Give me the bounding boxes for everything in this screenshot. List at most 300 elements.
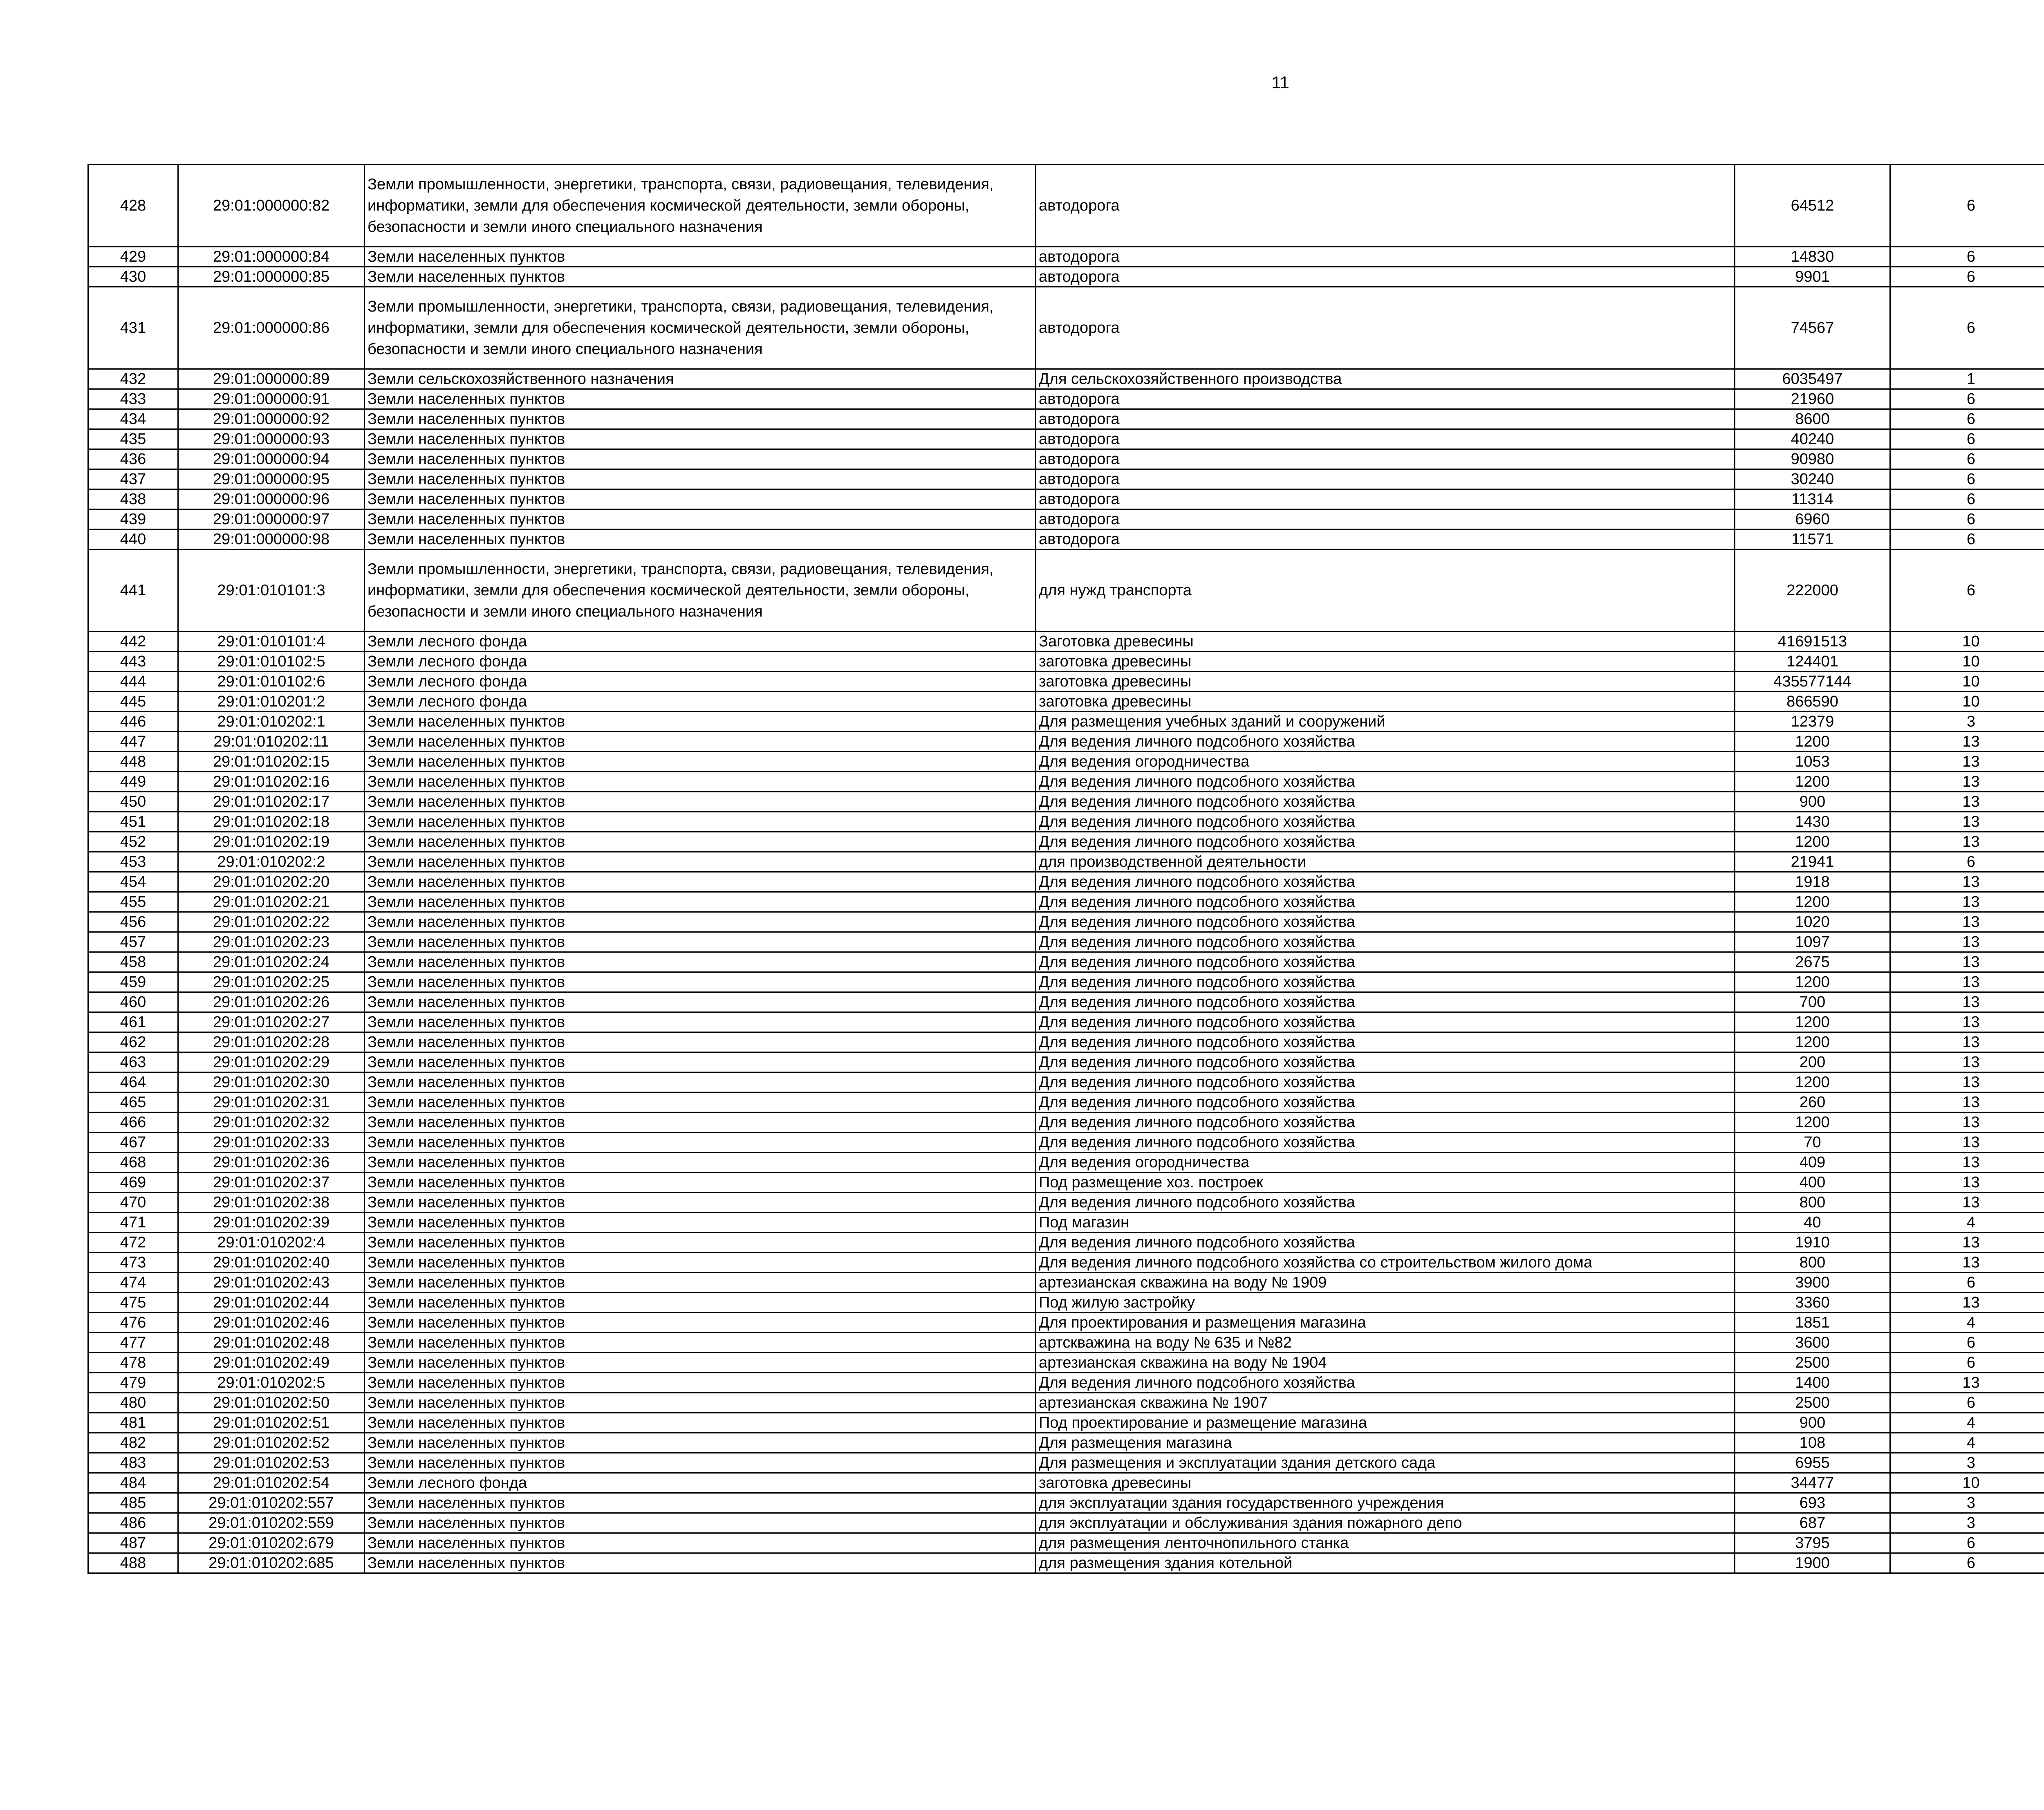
permitted-use-cell: Под размещение хоз. построек xyxy=(1036,1173,1735,1193)
group-cell: 6 xyxy=(1890,852,2044,872)
group-cell: 13 xyxy=(1890,952,2044,972)
table-row xyxy=(88,429,2044,449)
cadastral-number-cell: 29:01:010202:53 xyxy=(178,1453,365,1473)
row-number-cell: 453 xyxy=(88,852,178,872)
cadastral-number-cell: 29:01:010202:4 xyxy=(178,1233,365,1253)
land-category-cell: Земли населенных пунктов xyxy=(365,1032,1036,1052)
table-row xyxy=(88,752,2044,772)
permitted-use-cell: Для ведения личного подсобного хозяйства xyxy=(1036,832,1735,852)
land-category-cell: Земли населенных пунктов xyxy=(365,792,1036,812)
area-cell: 800 xyxy=(1735,1253,1890,1273)
cadastral-number-cell: 29:01:010202:49 xyxy=(178,1353,365,1373)
land-category-cell: Земли населенных пунктов xyxy=(365,389,1036,409)
land-category-cell: Земли промышленности, энергетики, транспорта, связи, радиовещания, телевидения, информатики, земли для обеспечения космической деятельности, земли обороны, безопасности и земли иного специального назначения xyxy=(365,165,1036,247)
table-row xyxy=(88,1433,2044,1453)
land-category-cell: Земли населенных пунктов xyxy=(365,429,1036,449)
row-number-cell: 469 xyxy=(88,1173,178,1193)
cadastral-number-cell: 29:01:010202:39 xyxy=(178,1213,365,1233)
land-category-cell: Земли населенных пунктов xyxy=(365,852,1036,872)
table-row xyxy=(88,692,2044,712)
area-cell: 1200 xyxy=(1735,732,1890,752)
area-cell: 1200 xyxy=(1735,1012,1890,1032)
land-category-cell: Земли населенных пунктов xyxy=(365,1333,1036,1353)
group-cell: 10 xyxy=(1890,692,2044,712)
row-number-cell: 441 xyxy=(88,550,178,632)
area-cell: 900 xyxy=(1735,792,1890,812)
land-category-cell: Земли населенных пунктов xyxy=(365,1173,1036,1193)
permitted-use-cell: Для ведения личного подсобного хозяйства со строительством жилого дома xyxy=(1036,1253,1735,1273)
table-row xyxy=(88,732,2044,752)
permitted-use-cell: автодорога xyxy=(1036,247,1735,267)
row-number-cell: 452 xyxy=(88,832,178,852)
table-row xyxy=(88,449,2044,469)
row-number-cell: 460 xyxy=(88,992,178,1012)
area-cell: 40240 xyxy=(1735,429,1890,449)
area-cell: 11571 xyxy=(1735,529,1890,550)
table-row xyxy=(88,1012,2044,1032)
area-cell: 800 xyxy=(1735,1193,1890,1213)
table-row xyxy=(88,369,2044,389)
row-number-cell: 464 xyxy=(88,1072,178,1092)
area-cell: 41691513 xyxy=(1735,632,1890,652)
area-cell: 124401 xyxy=(1735,652,1890,672)
land-category-cell: Земли населенных пунктов xyxy=(365,1353,1036,1373)
land-category-cell: Земли населенных пунктов xyxy=(365,247,1036,267)
permitted-use-cell: заготовка древесины xyxy=(1036,672,1735,692)
group-cell: 13 xyxy=(1890,1293,2044,1313)
table-row xyxy=(88,165,2044,247)
cadastral-number-cell: 29:01:010202:24 xyxy=(178,952,365,972)
permitted-use-cell: Для ведения личного подсобного хозяйства xyxy=(1036,772,1735,792)
group-cell: 4 xyxy=(1890,1413,2044,1433)
cadastral-number-cell: 29:01:010202:685 xyxy=(178,1553,365,1573)
cadastral-number-cell: 29:01:000000:84 xyxy=(178,247,365,267)
table-row xyxy=(88,1493,2044,1513)
group-cell: 1 xyxy=(1890,369,2044,389)
group-cell: 13 xyxy=(1890,732,2044,752)
area-cell: 3600 xyxy=(1735,1333,1890,1353)
area-cell: 1918 xyxy=(1735,872,1890,892)
land-category-cell: Земли населенных пунктов xyxy=(365,1092,1036,1112)
cadastral-number-cell: 29:01:010202:22 xyxy=(178,912,365,932)
cadastral-number-cell: 29:01:010202:54 xyxy=(178,1473,365,1493)
group-cell: 6 xyxy=(1890,287,2044,369)
land-category-cell: Земли населенных пунктов xyxy=(365,1012,1036,1032)
area-cell: 1097 xyxy=(1735,932,1890,952)
permitted-use-cell: Для проектирования и размещения магазина xyxy=(1036,1313,1735,1333)
cadastral-number-cell: 29:01:000000:89 xyxy=(178,369,365,389)
table-row xyxy=(88,1353,2044,1373)
permitted-use-cell: Для ведения личного подсобного хозяйства xyxy=(1036,1052,1735,1072)
table-row xyxy=(88,1293,2044,1313)
land-category-cell: Земли населенных пунктов xyxy=(365,932,1036,952)
row-number-cell: 475 xyxy=(88,1293,178,1313)
table-row xyxy=(88,632,2044,652)
land-category-cell: Земли населенных пунктов xyxy=(365,1533,1036,1553)
permitted-use-cell: Для ведения личного подсобного хозяйства xyxy=(1036,1012,1735,1032)
cadastral-number-cell: 29:01:010202:33 xyxy=(178,1133,365,1153)
group-cell: 6 xyxy=(1890,1553,2044,1573)
table-row xyxy=(88,1092,2044,1112)
row-number-cell: 477 xyxy=(88,1333,178,1353)
group-cell: 6 xyxy=(1890,409,2044,429)
permitted-use-cell: Для ведения личного подсобного хозяйства xyxy=(1036,1233,1735,1253)
row-number-cell: 472 xyxy=(88,1233,178,1253)
row-number-cell: 446 xyxy=(88,712,178,732)
row-number-cell: 430 xyxy=(88,267,178,287)
area-cell: 6955 xyxy=(1735,1453,1890,1473)
row-number-cell: 447 xyxy=(88,732,178,752)
table-row xyxy=(88,1513,2044,1533)
permitted-use-cell: для размещения ленточнопильного станка xyxy=(1036,1533,1735,1553)
group-cell: 6 xyxy=(1890,550,2044,632)
land-category-cell: Земли лесного фонда xyxy=(365,1473,1036,1493)
land-category-cell: Земли населенных пунктов xyxy=(365,1253,1036,1273)
permitted-use-cell: Под проектирование и размещение магазина xyxy=(1036,1413,1735,1433)
table-row xyxy=(88,389,2044,409)
area-cell: 700 xyxy=(1735,992,1890,1012)
area-cell: 2500 xyxy=(1735,1393,1890,1413)
table-row xyxy=(88,1052,2044,1072)
permitted-use-cell: автодорога xyxy=(1036,529,1735,550)
cadastral-number-cell: 29:01:010202:26 xyxy=(178,992,365,1012)
land-category-cell: Земли населенных пунктов xyxy=(365,1233,1036,1253)
cadastral-number-cell: 29:01:000000:96 xyxy=(178,489,365,509)
cadastral-number-cell: 29:01:010202:11 xyxy=(178,732,365,752)
table-row xyxy=(88,529,2044,550)
row-number-cell: 459 xyxy=(88,972,178,992)
row-number-cell: 437 xyxy=(88,469,178,489)
permitted-use-cell: артезианская скважина на воду № 1904 xyxy=(1036,1353,1735,1373)
table-row xyxy=(88,1553,2044,1573)
land-category-cell: Земли населенных пунктов xyxy=(365,1072,1036,1092)
cadastral-number-cell: 29:01:010202:27 xyxy=(178,1012,365,1032)
land-category-cell: Земли населенных пунктов xyxy=(365,1293,1036,1313)
land-category-cell: Земли сельскохозяйственного назначения xyxy=(365,369,1036,389)
row-number-cell: 442 xyxy=(88,632,178,652)
group-cell: 13 xyxy=(1890,772,2044,792)
cadastral-number-cell: 29:01:010202:16 xyxy=(178,772,365,792)
cadastral-number-cell: 29:01:000000:98 xyxy=(178,529,365,550)
permitted-use-cell: Для ведения личного подсобного хозяйства xyxy=(1036,1193,1735,1213)
table-row xyxy=(88,772,2044,792)
row-number-cell: 488 xyxy=(88,1553,178,1573)
land-category-cell: Земли населенных пунктов xyxy=(365,1513,1036,1533)
group-cell: 6 xyxy=(1890,165,2044,247)
group-cell: 4 xyxy=(1890,1313,2044,1333)
cadastral-number-cell: 29:01:010202:37 xyxy=(178,1173,365,1193)
group-cell: 4 xyxy=(1890,1213,2044,1233)
group-cell: 6 xyxy=(1890,449,2044,469)
table-row xyxy=(88,1273,2044,1293)
table-row xyxy=(88,509,2044,529)
table-row xyxy=(88,247,2044,267)
row-number-cell: 470 xyxy=(88,1193,178,1213)
permitted-use-cell: заготовка древесины xyxy=(1036,652,1735,672)
land-category-cell: Земли населенных пунктов xyxy=(365,972,1036,992)
area-cell: 14830 xyxy=(1735,247,1890,267)
permitted-use-cell: для эксплуатации здания государственного учреждения xyxy=(1036,1493,1735,1513)
cadastral-number-cell: 29:01:010202:32 xyxy=(178,1112,365,1133)
group-cell: 13 xyxy=(1890,992,2044,1012)
area-cell: 21941 xyxy=(1735,852,1890,872)
land-category-cell: Земли населенных пунктов xyxy=(365,732,1036,752)
permitted-use-cell: Для ведения личного подсобного хозяйства xyxy=(1036,892,1735,912)
land-category-cell: Земли населенных пунктов xyxy=(365,752,1036,772)
table-row xyxy=(88,1153,2044,1173)
area-cell: 1900 xyxy=(1735,1553,1890,1573)
row-number-cell: 439 xyxy=(88,509,178,529)
cadastral-number-cell: 29:01:010202:21 xyxy=(178,892,365,912)
row-number-cell: 479 xyxy=(88,1373,178,1393)
cadastral-number-cell: 29:01:000000:93 xyxy=(178,429,365,449)
cadastral-number-cell: 29:01:010202:5 xyxy=(178,1373,365,1393)
row-number-cell: 468 xyxy=(88,1153,178,1173)
group-cell: 13 xyxy=(1890,1052,2044,1072)
group-cell: 3 xyxy=(1890,1493,2044,1513)
group-cell: 13 xyxy=(1890,1032,2044,1052)
row-number-cell: 428 xyxy=(88,165,178,247)
area-cell: 6035497 xyxy=(1735,369,1890,389)
group-cell: 6 xyxy=(1890,429,2044,449)
permitted-use-cell: Для ведения личного подсобного хозяйства xyxy=(1036,912,1735,932)
row-number-cell: 429 xyxy=(88,247,178,267)
row-number-cell: 450 xyxy=(88,792,178,812)
table-row xyxy=(88,550,2044,632)
area-cell: 3795 xyxy=(1735,1533,1890,1553)
row-number-cell: 474 xyxy=(88,1273,178,1293)
table-row xyxy=(88,1373,2044,1393)
table-row xyxy=(88,912,2044,932)
permitted-use-cell: заготовка древесины xyxy=(1036,692,1735,712)
permitted-use-cell: Для ведения личного подсобного хозяйства xyxy=(1036,872,1735,892)
permitted-use-cell: автодорога xyxy=(1036,509,1735,529)
table-row xyxy=(88,1072,2044,1092)
cadastral-number-cell: 29:01:000000:86 xyxy=(178,287,365,369)
land-category-cell: Земли населенных пунктов xyxy=(365,772,1036,792)
row-number-cell: 467 xyxy=(88,1133,178,1153)
land-category-cell: Земли населенных пунктов xyxy=(365,489,1036,509)
land-category-cell: Земли населенных пунктов xyxy=(365,409,1036,429)
group-cell: 13 xyxy=(1890,1253,2044,1273)
page-number: 11 xyxy=(1271,73,1289,92)
permitted-use-cell: Для ведения огородничества xyxy=(1036,1153,1735,1173)
cadastral-number-cell: 29:01:010202:28 xyxy=(178,1032,365,1052)
land-category-cell: Земли лесного фонда xyxy=(365,672,1036,692)
cadastral-number-cell: 29:01:010202:31 xyxy=(178,1092,365,1112)
cadastral-number-cell: 29:01:010202:40 xyxy=(178,1253,365,1273)
group-cell: 3 xyxy=(1890,1453,2044,1473)
land-category-cell: Земли населенных пунктов xyxy=(365,892,1036,912)
land-plots-table xyxy=(87,164,2044,1574)
land-category-cell: Земли лесного фонда xyxy=(365,632,1036,652)
table-row xyxy=(88,1213,2044,1233)
permitted-use-cell: автодорога xyxy=(1036,469,1735,489)
area-cell: 2500 xyxy=(1735,1353,1890,1373)
group-cell: 10 xyxy=(1890,672,2044,692)
group-cell: 6 xyxy=(1890,509,2044,529)
area-cell: 34477 xyxy=(1735,1473,1890,1493)
area-cell: 1910 xyxy=(1735,1233,1890,1253)
area-cell: 693 xyxy=(1735,1493,1890,1513)
row-number-cell: 449 xyxy=(88,772,178,792)
table-row xyxy=(88,267,2044,287)
cadastral-number-cell: 29:01:000000:97 xyxy=(178,509,365,529)
cadastral-number-cell: 29:01:010202:15 xyxy=(178,752,365,772)
area-cell: 222000 xyxy=(1735,550,1890,632)
cadastral-number-cell: 29:01:010202:50 xyxy=(178,1393,365,1413)
land-category-cell: Земли населенных пунктов xyxy=(365,912,1036,932)
permitted-use-cell: Для ведения огородничества xyxy=(1036,752,1735,772)
land-category-cell: Земли населенных пунктов xyxy=(365,812,1036,832)
land-category-cell: Земли населенных пунктов xyxy=(365,952,1036,972)
cadastral-number-cell: 29:01:010201:2 xyxy=(178,692,365,712)
table-row xyxy=(88,287,2044,369)
land-category-cell: Земли населенных пунктов xyxy=(365,1413,1036,1433)
area-cell: 1200 xyxy=(1735,1032,1890,1052)
permitted-use-cell: артскважина на воду № 635 и №82 xyxy=(1036,1333,1735,1353)
permitted-use-cell: артезианская скважина № 1907 xyxy=(1036,1393,1735,1413)
land-category-cell: Земли населенных пунктов xyxy=(365,509,1036,529)
area-cell: 1430 xyxy=(1735,812,1890,832)
row-number-cell: 458 xyxy=(88,952,178,972)
group-cell: 13 xyxy=(1890,1193,2044,1213)
land-category-cell: Земли населенных пунктов xyxy=(365,267,1036,287)
area-cell: 1020 xyxy=(1735,912,1890,932)
permitted-use-cell: автодорога xyxy=(1036,165,1735,247)
permitted-use-cell: Для размещения учебных зданий и сооружений xyxy=(1036,712,1735,732)
permitted-use-cell: для производственной деятельности xyxy=(1036,852,1735,872)
row-number-cell: 448 xyxy=(88,752,178,772)
table-row xyxy=(88,952,2044,972)
permitted-use-cell: Для ведения личного подсобного хозяйства xyxy=(1036,1032,1735,1052)
group-cell: 6 xyxy=(1890,529,2044,550)
land-category-cell: Земли населенных пунктов xyxy=(365,712,1036,732)
row-number-cell: 432 xyxy=(88,369,178,389)
permitted-use-cell: автодорога xyxy=(1036,449,1735,469)
group-cell: 13 xyxy=(1890,752,2044,772)
row-number-cell: 483 xyxy=(88,1453,178,1473)
land-category-cell: Земли населенных пунктов xyxy=(365,1313,1036,1333)
area-cell: 2675 xyxy=(1735,952,1890,972)
cadastral-number-cell: 29:01:010202:20 xyxy=(178,872,365,892)
permitted-use-cell: автодорога xyxy=(1036,409,1735,429)
table-row xyxy=(88,852,2044,872)
group-cell: 6 xyxy=(1890,1533,2044,1553)
group-cell: 4 xyxy=(1890,1433,2044,1453)
row-number-cell: 455 xyxy=(88,892,178,912)
permitted-use-cell: Под магазин xyxy=(1036,1213,1735,1233)
table-row xyxy=(88,1313,2044,1333)
area-cell: 108 xyxy=(1735,1433,1890,1453)
land-category-cell: Земли населенных пунктов xyxy=(365,1433,1036,1453)
group-cell: 13 xyxy=(1890,892,2044,912)
table-row xyxy=(88,1393,2044,1413)
area-cell: 900 xyxy=(1735,1413,1890,1433)
land-category-cell: Земли населенных пунктов xyxy=(365,1493,1036,1513)
cadastral-number-cell: 29:01:010202:48 xyxy=(178,1333,365,1353)
group-cell: 10 xyxy=(1890,652,2044,672)
row-number-cell: 484 xyxy=(88,1473,178,1493)
group-cell: 13 xyxy=(1890,972,2044,992)
row-number-cell: 462 xyxy=(88,1032,178,1052)
area-cell: 1400 xyxy=(1735,1373,1890,1393)
group-cell: 6 xyxy=(1890,1273,2044,1293)
permitted-use-cell: автодорога xyxy=(1036,287,1735,369)
land-category-cell: Земли населенных пунктов xyxy=(365,1273,1036,1293)
permitted-use-cell: Для ведения личного подсобного хозяйства xyxy=(1036,1133,1735,1153)
group-cell: 13 xyxy=(1890,1153,2044,1173)
permitted-use-cell: Заготовка древесины xyxy=(1036,632,1735,652)
permitted-use-cell: Для сельскохозяйственного производства xyxy=(1036,369,1735,389)
table-row xyxy=(88,872,2044,892)
area-cell: 21960 xyxy=(1735,389,1890,409)
table-row xyxy=(88,652,2044,672)
cadastral-number-cell: 29:01:010202:25 xyxy=(178,972,365,992)
cadastral-number-cell: 29:01:010202:52 xyxy=(178,1433,365,1453)
row-number-cell: 486 xyxy=(88,1513,178,1533)
cadastral-number-cell: 29:01:010202:23 xyxy=(178,932,365,952)
group-cell: 3 xyxy=(1890,712,2044,732)
group-cell: 6 xyxy=(1890,267,2044,287)
permitted-use-cell: автодорога xyxy=(1036,489,1735,509)
area-cell: 70 xyxy=(1735,1133,1890,1153)
area-cell: 74567 xyxy=(1735,287,1890,369)
land-category-cell: Земли населенных пунктов xyxy=(365,1153,1036,1173)
table-row xyxy=(88,892,2044,912)
cadastral-number-cell: 29:01:010202:2 xyxy=(178,852,365,872)
group-cell: 3 xyxy=(1890,1513,2044,1533)
cadastral-number-cell: 29:01:000000:92 xyxy=(178,409,365,429)
row-number-cell: 451 xyxy=(88,812,178,832)
land-category-cell: Земли населенных пунктов xyxy=(365,469,1036,489)
table-row xyxy=(88,1473,2044,1493)
table-row xyxy=(88,1173,2044,1193)
table-row xyxy=(88,1413,2044,1433)
cadastral-number-cell: 29:01:010202:18 xyxy=(178,812,365,832)
area-cell: 12379 xyxy=(1735,712,1890,732)
group-cell: 10 xyxy=(1890,1473,2044,1493)
cadastral-number-cell: 29:01:010202:557 xyxy=(178,1493,365,1513)
cadastral-number-cell: 29:01:000000:85 xyxy=(178,267,365,287)
group-cell: 13 xyxy=(1890,812,2044,832)
group-cell: 13 xyxy=(1890,1112,2044,1133)
group-cell: 13 xyxy=(1890,1092,2044,1112)
cadastral-number-cell: 29:01:010202:19 xyxy=(178,832,365,852)
area-cell: 9901 xyxy=(1735,267,1890,287)
row-number-cell: 473 xyxy=(88,1253,178,1273)
area-cell: 90980 xyxy=(1735,449,1890,469)
group-cell: 13 xyxy=(1890,1133,2044,1153)
area-cell: 3900 xyxy=(1735,1273,1890,1293)
table-row xyxy=(88,1253,2044,1273)
permitted-use-cell: Для ведения личного подсобного хозяйства xyxy=(1036,952,1735,972)
group-cell: 13 xyxy=(1890,1072,2044,1092)
group-cell: 13 xyxy=(1890,1373,2044,1393)
row-number-cell: 478 xyxy=(88,1353,178,1373)
group-cell: 13 xyxy=(1890,932,2044,952)
table-row xyxy=(88,1333,2044,1353)
area-cell: 64512 xyxy=(1735,165,1890,247)
table-row xyxy=(88,469,2044,489)
group-cell: 13 xyxy=(1890,792,2044,812)
cadastral-number-cell: 29:01:010101:4 xyxy=(178,632,365,652)
table-row xyxy=(88,832,2044,852)
permitted-use-cell: автодорога xyxy=(1036,267,1735,287)
table-row xyxy=(88,712,2044,732)
area-cell: 1200 xyxy=(1735,772,1890,792)
group-cell: 13 xyxy=(1890,912,2044,932)
